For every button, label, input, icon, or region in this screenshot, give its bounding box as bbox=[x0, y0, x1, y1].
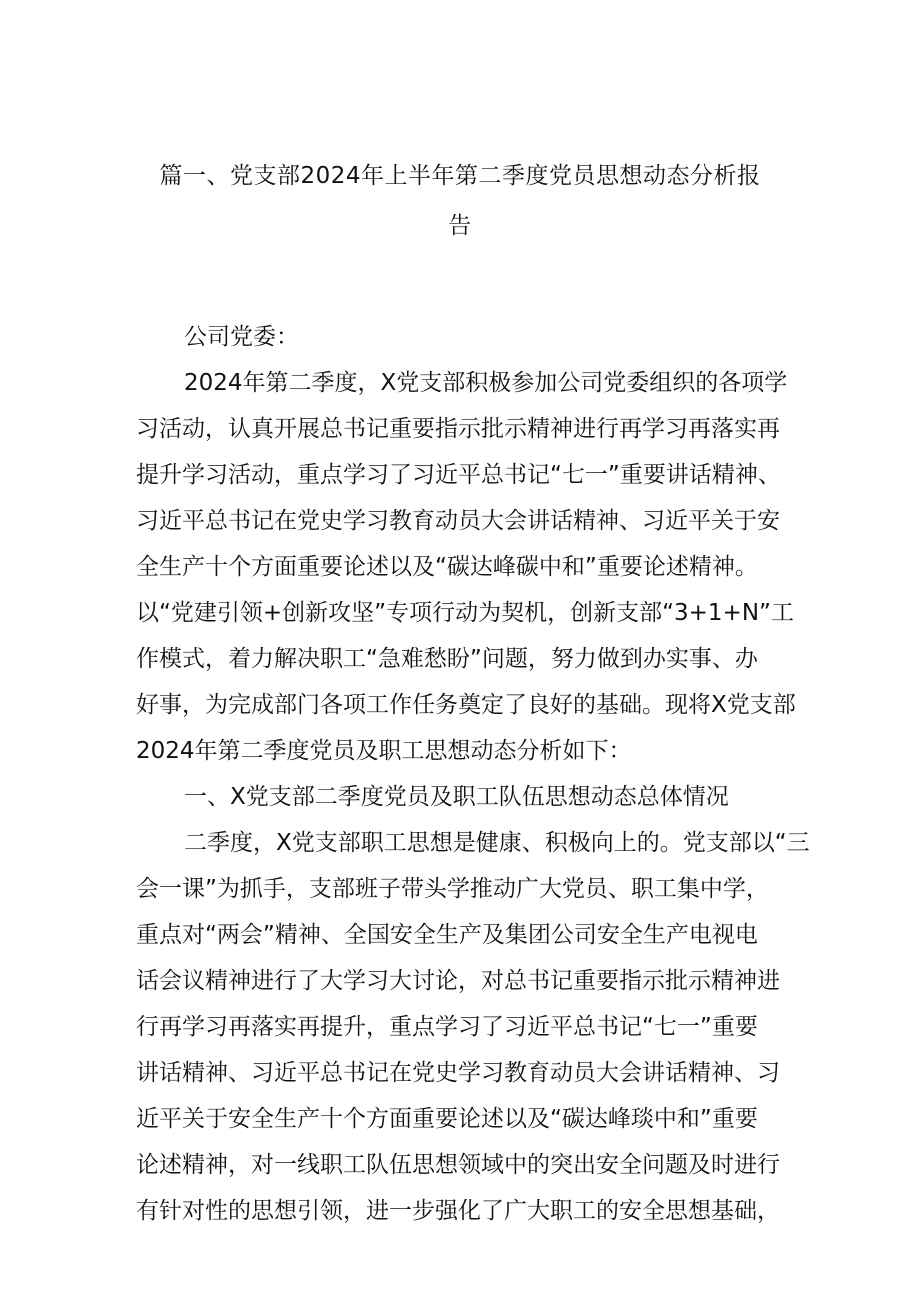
paragraph-1-line: 作模式，着力解决职工“急难愁盼”问题，努力做到办实事、办 bbox=[136, 646, 758, 672]
document-title-line-1: 篇一、党支部2024年上半年第二季度党员思想动态分析报 bbox=[159, 163, 761, 189]
paragraph-2-line: 行再学习再落实再提升，重点学习了习近平总书记“七一”重要 bbox=[136, 1014, 758, 1040]
paragraph-1-line: 习活动，认真开展总书记重要指示批示精神进行再学习再落实再 bbox=[136, 416, 780, 442]
paragraph-2-line: 二季度，X党支部职工思想是健康、积极向上的。党支部以“三 bbox=[184, 830, 810, 856]
paragraph-2-line: 会一课”为抓手，支部班子带头学推动广大党员、职工集中学， bbox=[136, 876, 769, 902]
salutation: 公司党委： bbox=[184, 324, 299, 350]
paragraph-2-line: 讲话精神、习近平总书记在党史学习教育动员大会讲话精神、习 bbox=[136, 1060, 780, 1086]
paragraph-2-line: 重点对“两会”精神、全国安全生产及集团公司安全生产电视电 bbox=[136, 922, 758, 948]
paragraph-1-line: 提升学习活动，重点学习了习近平总书记“七一”重要讲话精神、 bbox=[136, 462, 781, 488]
paragraph-1-line: 习近平总书记在党史学习教育动员大会讲话精神、习近平关于安 bbox=[136, 508, 780, 534]
paragraph-1-line: 2024年第二季度，X党支部积极参加公司党委组织的各项学 bbox=[184, 370, 788, 396]
paragraph-1-line: 以“党建引领+创新攻坚”专项行动为契机，创新支部“3+1+N”工 bbox=[136, 600, 794, 626]
document-title-line-2: 告 bbox=[448, 213, 472, 239]
paragraph-1-line: 2024年第二季度党员及职工思想动态分析如下： bbox=[136, 738, 632, 764]
section-1-heading: 一、X党支部二季度党员及职工队伍思想动态总体情况 bbox=[184, 784, 729, 810]
paragraph-2-line: 话会议精神进行了大学习大讨论，对总书记重要指示批示精神进 bbox=[136, 968, 780, 994]
paragraph-1-line: 好事，为完成部门各项工作任务奠定了良好的基础。现将X党支部 bbox=[136, 692, 796, 718]
paragraph-1-line: 全生产十个方面重要论述以及“碳达峰碳中和”重要论述精神。 bbox=[136, 554, 758, 580]
paragraph-2-line: 有针对性的思想引领，进一步强化了广大职工的安全思想基础， bbox=[136, 1198, 780, 1224]
paragraph-2-line: 论述精神，对一线职工队伍思想领域中的突出安全问题及时进行 bbox=[136, 1152, 780, 1178]
paragraph-2-line: 近平关于安全生产十个方面重要论述以及“碳达峰琰中和”重要 bbox=[136, 1106, 758, 1132]
